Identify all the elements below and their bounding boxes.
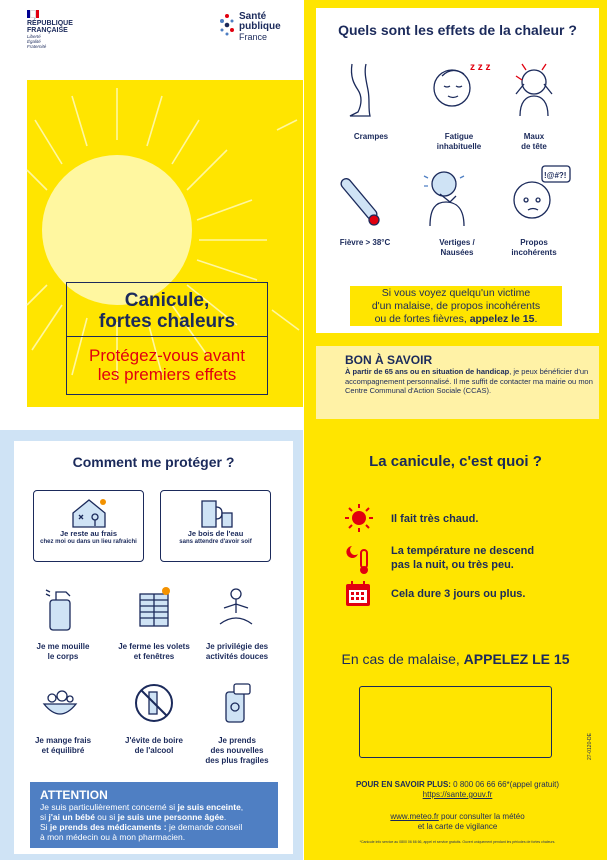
nausea-icon [420, 164, 476, 228]
conseil-mouiller: Je me mouille le corps [36, 642, 90, 661]
effet-label-fatigue: Fatigue inhabituelle [436, 132, 482, 151]
canicule-item-2: La température ne descend pas la nuit, ou très peu. [391, 545, 535, 571]
conseil-activites: Je privilégie des activités douces [205, 642, 269, 661]
malaise-call: En cas de malaise, APPELEZ LE 15 [341, 651, 570, 667]
thermometer-icon [336, 172, 384, 228]
proteger-title: Comment me protéger ? [72, 454, 235, 470]
poster-subtitle: Protégez-vous avant les premiers effets [66, 337, 268, 395]
effet-label-propos: Propos incohérents [511, 238, 557, 257]
effet-label-maux: Maux de tête [521, 132, 547, 151]
cool-house-icon [69, 497, 109, 529]
conseil-nouvelles: Je prends des nouvelles des plus fragiles [205, 736, 269, 765]
phone-message-icon [222, 682, 252, 724]
footnote: *Canicule info service au 0800 06 66 66, appel et service gratuits. Ouvert uniquement pendant les périodes de fortes chaleurs. [359, 840, 556, 844]
effets-title: Quels sont les effets de la chaleur ? [338, 22, 577, 38]
attention-text: Je suis particulièrement concerné si je suis enceinte, si j'ai un bébé ou si je suis une personne âgée. Si je prends des médicaments : je demande conseil à mon médecin ou à mon pharmacien. [40, 802, 244, 842]
effet-label-crampes: Crampes [353, 132, 389, 141]
salad-bowl-icon [42, 684, 78, 724]
box-boire-eau: Je bois de l'eau sans attendre d'avoir soif [160, 490, 271, 562]
night-thermometer-icon [344, 542, 374, 576]
sante-gouv-link[interactable]: https://sante.gouv.fr [422, 790, 493, 799]
canicule-title: La canicule, c'est quoi ? [369, 453, 542, 470]
bon-a-savoir-text: À partir de 65 ans ou en situation de handicap, je peux bénéficier d'un accompagnement personnalisé. Il me suffit de contacter ma mairie ou mon Centre Communal d'Action Sociale (CCAS). [345, 367, 593, 395]
conseil-manger: Je mange frais et équilibré [34, 736, 92, 755]
spray-bottle-icon [44, 584, 76, 632]
no-alcohol-icon [133, 682, 175, 724]
side-code: 27-0120-DE [587, 733, 593, 760]
meteo-block: www.meteo.fr pour consulter la météo et la carte de vigilance [390, 812, 525, 831]
zzz-label: z z z [470, 62, 491, 73]
bon-a-savoir-title: BON À SAVOIR [345, 353, 433, 367]
shutters-icon [136, 586, 172, 630]
headache-icon [512, 62, 556, 118]
poster-title: Canicule, fortes chaleurs [66, 282, 268, 337]
blank-info-box [359, 686, 552, 758]
warning-call-15: Si vous voyez quelqu'un victime d'un malaise, de propos incohérents ou de fortes fièvres, appelez le 15. [350, 286, 562, 326]
box-rester-au-frais: Je reste au frais chez moi ou dans un lieu rafraîchi [33, 490, 144, 562]
marianne-icon [27, 10, 39, 18]
sante-publique-france-logo: Santé publique France [218, 12, 281, 42]
effet-label-vertiges: Vertiges / Nausées [439, 238, 475, 257]
canicule-item-1: Il fait très chaud. [391, 513, 479, 525]
meteo-link[interactable]: www.meteo.fr [390, 812, 439, 821]
sante-publique-dots-icon [218, 12, 236, 38]
attention-box [30, 782, 278, 848]
conseil-volets: Je ferme les volets et fenêtres [118, 642, 190, 661]
republique-francaise-logo: RÉPUBLIQUE FRANÇAISE Liberté Égalité Fraternité [27, 10, 73, 49]
hot-sun-icon [344, 503, 374, 533]
speech-bubble-text: !@#?! [544, 171, 567, 180]
effet-label-fievre: Fièvre > 38°C [339, 238, 391, 247]
canicule-item-3: Cela dure 3 jours ou plus. [391, 588, 526, 600]
info-block: POUR EN SAVOIR PLUS: 0 800 06 66 66*(appel gratuit) https://sante.gouv.fr [316, 780, 599, 800]
attention-title: ATTENTION [40, 788, 108, 802]
leg-icon [340, 62, 376, 118]
meditation-icon [214, 586, 258, 630]
sleepy-face-icon [428, 52, 491, 118]
incoherent-face-icon [508, 164, 572, 228]
water-jug-icon [196, 497, 236, 529]
conseil-alcool: J'évite de boire de l'alcool [125, 736, 183, 755]
calendar-icon [344, 580, 372, 608]
